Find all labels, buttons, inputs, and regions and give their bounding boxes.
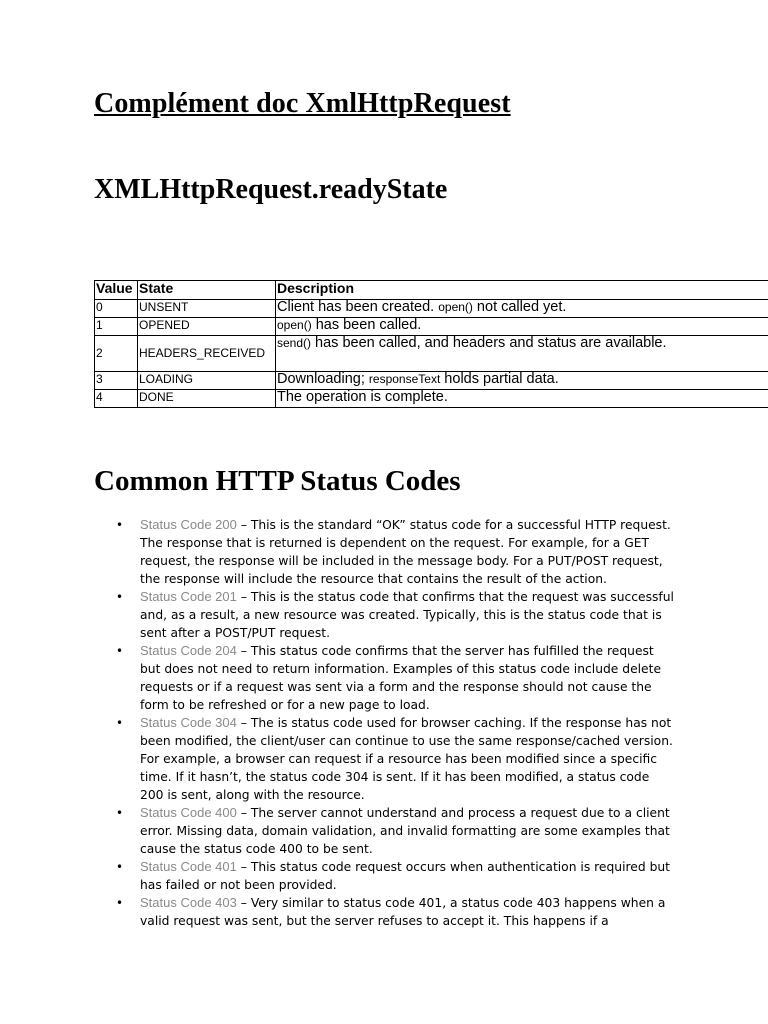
cell-description (276, 318, 768, 336)
column-header-value: Value (95, 281, 138, 300)
document-title: Complément doc XmlHttpRequest (94, 88, 511, 119)
desc-code: open() (277, 318, 312, 332)
status-code-label: Status Code 304 (140, 715, 237, 730)
cell-description (276, 336, 768, 372)
status-code-label: Status Code 204 (140, 643, 237, 658)
bullet-dot-icon: • (116, 806, 124, 820)
list-item (116, 714, 676, 804)
bullet-dot-icon: • (116, 644, 124, 658)
list-item (116, 516, 676, 588)
desc-text: holds partial data. (440, 371, 559, 387)
status-code-text: – This status code request occurs when authentication is required but has failed or not been provided. (140, 860, 670, 892)
column-header-description: Description (276, 281, 768, 300)
table-row (95, 372, 768, 390)
status-code-label: Status Code 201 (140, 589, 237, 604)
cell-description (276, 372, 768, 390)
cell-state: OPENED (138, 318, 276, 336)
table-row (95, 318, 768, 336)
status-code-text: – This is the standard “OK” status code for a successful HTTP request. The response that is returned is dependent on the request. For example, for a GET request, the response will be included in the message body. For a PUT/POST request, the response will include the resource that contains the result of the action. (140, 518, 671, 586)
cell-value: 1 (95, 318, 138, 336)
desc-code: send() (277, 336, 312, 350)
readystate-table (94, 280, 768, 408)
desc-code: open() (438, 300, 473, 314)
cell-value: 3 (95, 372, 138, 390)
status-code-label: Status Code 403 (140, 895, 237, 910)
list-item (116, 858, 676, 894)
status-code-text: – The is status code used for browser caching. If the response has not been modified, the client/user can continue to use the same response/cached version. For example, a browser can request if a resource has been modified since a specific time. If it hasn’t, the status code 304 is sent. If it has been modified, a status code 200 is sent, along with the resource. (140, 716, 673, 802)
status-code-label: Status Code 200 (140, 517, 237, 532)
cell-value: 4 (95, 390, 138, 408)
desc-text: Client has been created. (277, 299, 439, 315)
desc-text: Downloading; (277, 371, 369, 387)
list-item (116, 588, 676, 642)
bullet-dot-icon: • (116, 590, 124, 604)
table-row (95, 336, 768, 372)
bullet-dot-icon: • (116, 860, 124, 874)
cell-state: DONE (138, 390, 276, 408)
status-code-text: – This status code confirms that the server has fulfilled the request but does not need to return information. Examples of this status code include delete requests or if a request was sent via a form and the response should not cause the form to be refreshed or for a new page to load. (140, 644, 662, 712)
table-header-row (95, 281, 768, 300)
cell-value: 0 (95, 300, 138, 318)
desc-code: responseText (368, 372, 441, 386)
cell-description (276, 300, 768, 318)
status-codes-heading: Common HTTP Status Codes (94, 465, 461, 497)
desc-text: not called yet. (472, 299, 567, 315)
status-code-label: Status Code 401 (140, 859, 237, 874)
status-code-label: Status Code 400 (140, 805, 237, 820)
desc-text: has been called. (311, 317, 422, 333)
bullet-dot-icon: • (116, 716, 124, 730)
desc-text: has been called, and headers and status are available. (311, 335, 667, 351)
cell-state: UNSENT (138, 300, 276, 318)
readystate-heading: XMLHttpRequest.readyState (94, 174, 448, 205)
cell-description (276, 390, 768, 408)
column-header-state: State (138, 281, 276, 300)
cell-state: LOADING (138, 372, 276, 390)
desc-text: The operation is complete. (277, 389, 448, 405)
table-row (95, 300, 768, 318)
status-code-list (116, 516, 676, 930)
cell-state: HEADERS_RECEIVED (138, 336, 276, 372)
list-item (116, 804, 676, 858)
status-code-text: – The server cannot understand and process a request due to a client error. Missing data, domain validation, and invalid formatting are some examples that cause the status code 400 to be sent. (140, 806, 670, 856)
status-code-text: – This is the status code that confirms that the request was successful and, as a result, a new resource was created. Typically, this is the status code that is sent after a POST/PUT request. (140, 590, 674, 640)
list-item (116, 894, 676, 930)
status-code-text: – Very similar to status code 401, a status code 403 happens when a valid request was sent, but the server refuses to accept it. This happens if a (140, 896, 666, 928)
cell-value: 2 (95, 336, 138, 372)
list-item (116, 642, 676, 714)
bullet-dot-icon: • (116, 896, 124, 910)
table-row (95, 390, 768, 408)
bullet-dot-icon: • (116, 518, 124, 532)
